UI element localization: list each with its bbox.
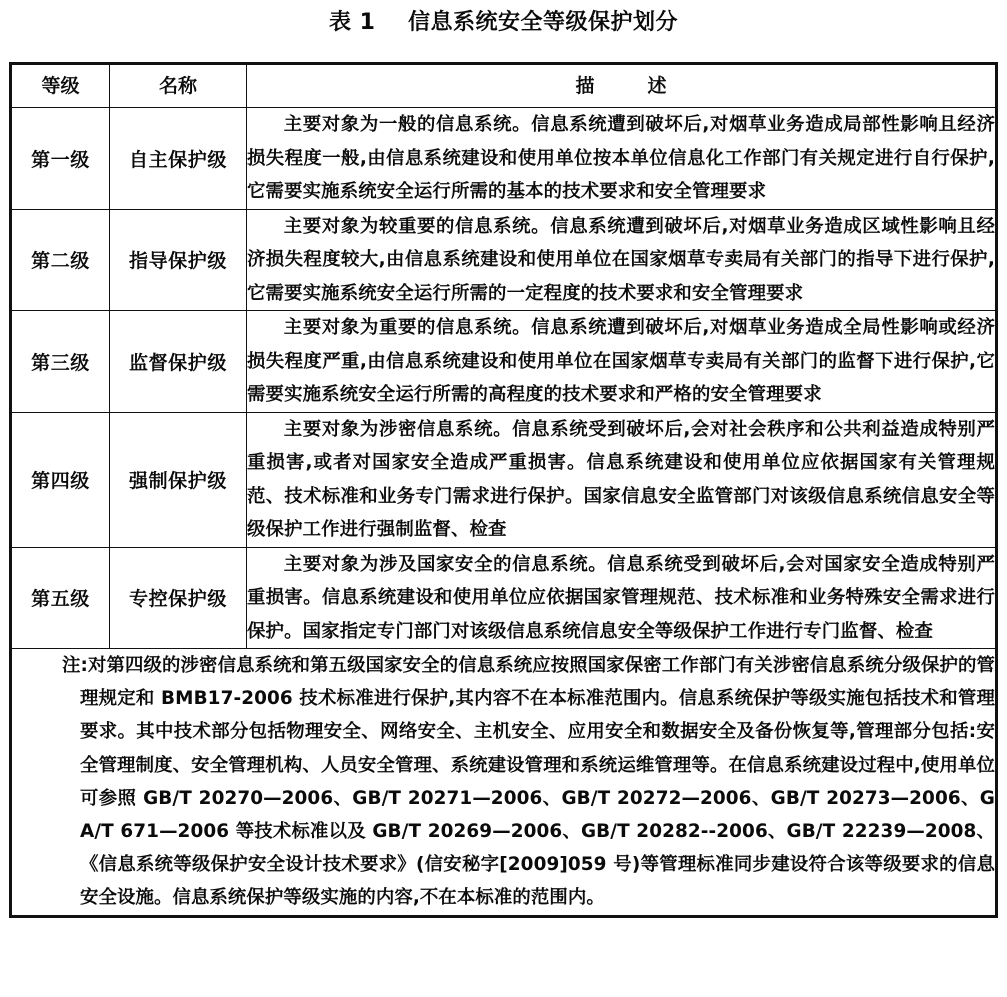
cell-name: 专控保护级	[110, 547, 247, 649]
table-row	[12, 311, 996, 413]
table-row	[12, 412, 996, 547]
table-row	[12, 108, 996, 210]
cell-level: 第四级	[12, 412, 110, 547]
table-note	[12, 649, 996, 916]
grade-table-container	[9, 62, 998, 918]
table-note-row	[12, 649, 996, 916]
note-body	[12, 649, 995, 915]
table-header-row	[12, 65, 996, 108]
cell-name: 强制保护级	[110, 412, 247, 547]
grade-table	[11, 64, 996, 916]
cell-description: 主要对象为涉密信息系统。信息系统受到破坏后,会对社会秩序和公共利益造成特别严重损害,或者对国家安全造成严重损害。信息系统建设和使用单位应依据国家有关管理规范、技术标准和业务专门需求进行保护。国家信息安全监管部门对该级信息系统信息安全等级保护工作进行强制监督、检查	[247, 412, 996, 547]
note-label: 注:	[62, 655, 88, 676]
column-header-level: 等级	[12, 65, 110, 108]
cell-level: 第三级	[12, 311, 110, 413]
column-header-name: 名称	[110, 65, 247, 108]
table-row	[12, 547, 996, 649]
cell-level: 第五级	[12, 547, 110, 649]
cell-description: 主要对象为一般的信息系统。信息系统遭到破坏后,对烟草业务造成局部性影响且经济损失程度一般,由信息系统建设和使用单位按本单位信息化工作部门有关规定进行自行保护,它需要实施系统安全运行所需的基本的技术要求和安全管理要求	[247, 108, 996, 210]
page-title: 表 1 信息系统安全等级保护划分	[328, 10, 679, 35]
note-text: 对第四级的涉密信息系统和第五级国家安全的信息系统应按照国家保密工作部门有关涉密信息系统分级保护的管理规定和 BMB17-2006 技术标准进行保护,其内容不在本标准范围内。信息系统保护等级实施包括技术和管理要求。其中技术部分包括物理安全、网络安全、主机安全、应用安全和数据安全及备份恢复等,管理部分包括:安全管理制度、安全管理机构、人员安全管理、系统建设管理和系统运维管理等。在信息系统建设过程中,使用单位可参照 GB/T 20270—2006、GB/T 20271—2006、GB/T 20272—2006、GB/T 20273—2006、GA/T 671—2006 等技术标准以及 GB/T 20269—2006、GB/T 20282--2006、GB/T 22239—2008、《信息系统等级保护安全设计技术要求》(信安秘字[2009]059 号)等管理标准同步建设符合该等级要求的信息安全设施。信息系统保护等级实施的内容,不在本标准的范围内。	[80, 655, 995, 909]
table-body	[12, 108, 996, 916]
cell-name: 自主保护级	[110, 108, 247, 210]
cell-description: 主要对象为较重要的信息系统。信息系统遭到破坏后,对烟草业务造成区域性影响且经济损失程度较大,由信息系统建设和使用单位在国家烟草专卖局有关部门的指导下进行保护,它需要实施系统安全运行所需的一定程度的技术要求和安全管理要求	[247, 209, 996, 311]
table-row	[12, 209, 996, 311]
column-header-description: 描 述	[247, 65, 996, 108]
cell-level: 第一级	[12, 108, 110, 210]
cell-description: 主要对象为重要的信息系统。信息系统遭到破坏后,对烟草业务造成全局性影响或经济损失程度严重,由信息系统建设和使用单位在国家烟草专卖局有关部门的监督下进行保护,它需要实施系统安全运行所需的高程度的技术要求和严格的安全管理要求	[247, 311, 996, 413]
cell-name: 指导保护级	[110, 209, 247, 311]
cell-name: 监督保护级	[110, 311, 247, 413]
table-header	[12, 65, 996, 108]
cell-level: 第二级	[12, 209, 110, 311]
cell-description: 主要对象为涉及国家安全的信息系统。信息系统受到破坏后,会对国家安全造成特别严重损害。信息系统建设和使用单位应依据国家管理规范、技术标准和业务特殊安全需求进行保护。国家指定专门部门对该级信息系统信息安全等级保护工作进行专门监督、检查	[247, 547, 996, 649]
